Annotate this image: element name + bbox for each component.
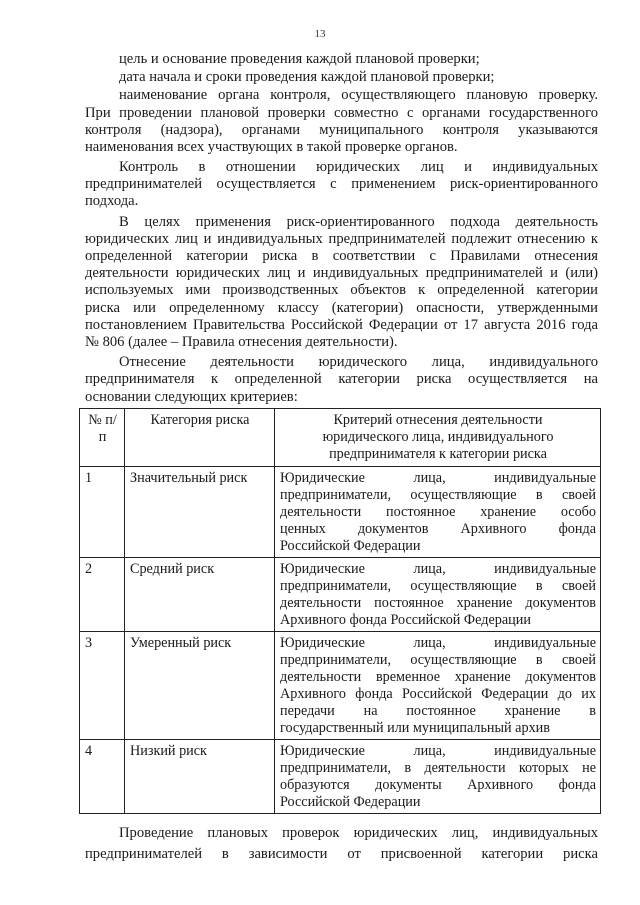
cell-num: 4: [80, 740, 125, 814]
paragraph-line: В целях применения риск-ориентированного подхода деятельность: [119, 213, 598, 230]
cell-criterion: [275, 740, 601, 814]
criterion-line: Юридические лица, индивидуальные: [280, 743, 596, 759]
cell-num: 1: [80, 467, 125, 558]
table-row: [80, 632, 601, 740]
paragraph-line: Отнесение деятельности юридического лица, индивидуального: [119, 354, 598, 371]
paragraph-line: определенной категории риска в соответствии с Правилами отнесения: [85, 248, 598, 264]
criterion-line: государственный или муниципальный архив: [280, 720, 550, 736]
paragraph-line: деятельности юридических лиц и индивидуальных предпринимателей и (или): [85, 265, 598, 282]
table-row: [80, 467, 601, 558]
risk-category-table: [79, 408, 601, 814]
header-criterion-line: Критерий отнесения деятельности: [333, 412, 543, 428]
criterion-line: Юридические лица, индивидуальные: [280, 635, 596, 651]
paragraph-line: При проведении плановой проверки совместно с органами государственного: [85, 104, 598, 121]
table-row: [80, 740, 601, 814]
paragraph-line: Проведение плановых проверок юридических лиц, индивидуальных: [119, 825, 598, 841]
cell-category: Средний риск: [125, 558, 275, 632]
cell-criterion: [275, 558, 601, 632]
cell-num: 3: [80, 632, 125, 740]
table-row: [80, 558, 601, 632]
criterion-line: Российской Федерации: [280, 538, 421, 554]
paragraph-line: юридических лиц и индивидуальных предпринимателей подлежит отнесению к: [85, 230, 598, 247]
criterion-line: Архивного фонда Российской Федерации: [280, 612, 531, 628]
paragraph-line: предпринимателя к определенной категории риска осуществляется на: [85, 371, 598, 388]
paragraph-line: предпринимателей осуществляется с применением риск-ориентированного: [85, 176, 598, 193]
criterion-line: предприниматели, в деятельности которых не: [280, 760, 596, 776]
cell-criterion: [275, 467, 601, 558]
cell-num: 2: [80, 558, 125, 632]
paragraph-line: наименование органа контроля, осуществляющего плановую проверку.: [119, 87, 598, 104]
paragraph-line: Контроль в отношении юридических лиц и индивидуальных: [119, 159, 598, 175]
header-criterion: [275, 409, 601, 467]
paragraph-line: постановлением Правительства Российской Федерации от 17 августа 2016 года: [85, 316, 598, 333]
page-number: 13: [314, 28, 326, 40]
criterion-line: предприниматели, осуществляющие в своей: [280, 578, 596, 594]
paragraph-line: риска или определенному классу (категории) опасности, утвержденными: [85, 299, 598, 316]
criterion-line: деятельности постоянное хранение документов: [280, 595, 596, 611]
header-num: № п/п: [80, 409, 125, 467]
criterion-line: предприниматели, осуществляющие в своей: [280, 652, 596, 668]
criterion-line: ценных документов Архивного фонда: [280, 521, 596, 537]
criterion-line: Юридические лица, индивидуальные: [280, 561, 596, 577]
paragraph-line: № 806 (далее – Правила отнесения деятельности).: [85, 334, 398, 350]
paragraph-line: основании следующих критериев:: [85, 388, 298, 405]
paragraph-line: контроля (надзора), органами муниципального контроля указываются: [85, 121, 598, 138]
criterion-line: деятельности временное хранение документов: [280, 669, 596, 685]
paragraph-line: подхода.: [85, 193, 139, 210]
criterion-line: Российской Федерации: [280, 794, 421, 810]
paragraph-line: наименования всех участвующих в такой проверке органов.: [85, 139, 458, 155]
paragraph-line: используемых ими производственных объектов к определенной категории: [85, 282, 598, 299]
table-header-row: [80, 409, 601, 467]
cell-category: Умеренный риск: [125, 632, 275, 740]
cell-category: Значительный риск: [125, 467, 275, 558]
cell-category: Низкий риск: [125, 740, 275, 814]
criterion-line: передачи на постоянное хранение в: [280, 703, 596, 719]
header-criterion-line: предпринимателя к категории риска: [329, 446, 547, 462]
criterion-line: деятельности постоянное хранение особо: [280, 504, 596, 520]
header-category: Категория риска: [125, 409, 275, 467]
criterion-line: Архивного фонда Российской Федерации до их: [280, 686, 596, 702]
paragraph-line: предпринимателей в зависимости от присвоенной категории риска: [85, 846, 598, 862]
criterion-line: образуются документы Архивного фонда: [280, 777, 596, 793]
criterion-line: Юридические лица, индивидуальные: [280, 470, 596, 486]
paragraph-line: цель и основание проведения каждой плановой проверки;: [119, 51, 480, 67]
cell-criterion: [275, 632, 601, 740]
header-criterion-line: юридического лица, индивидуального: [322, 429, 554, 445]
criterion-line: предприниматели, осуществляющие в своей: [280, 487, 596, 503]
paragraph-line: дата начала и сроки проведения каждой плановой проверки;: [119, 69, 495, 86]
